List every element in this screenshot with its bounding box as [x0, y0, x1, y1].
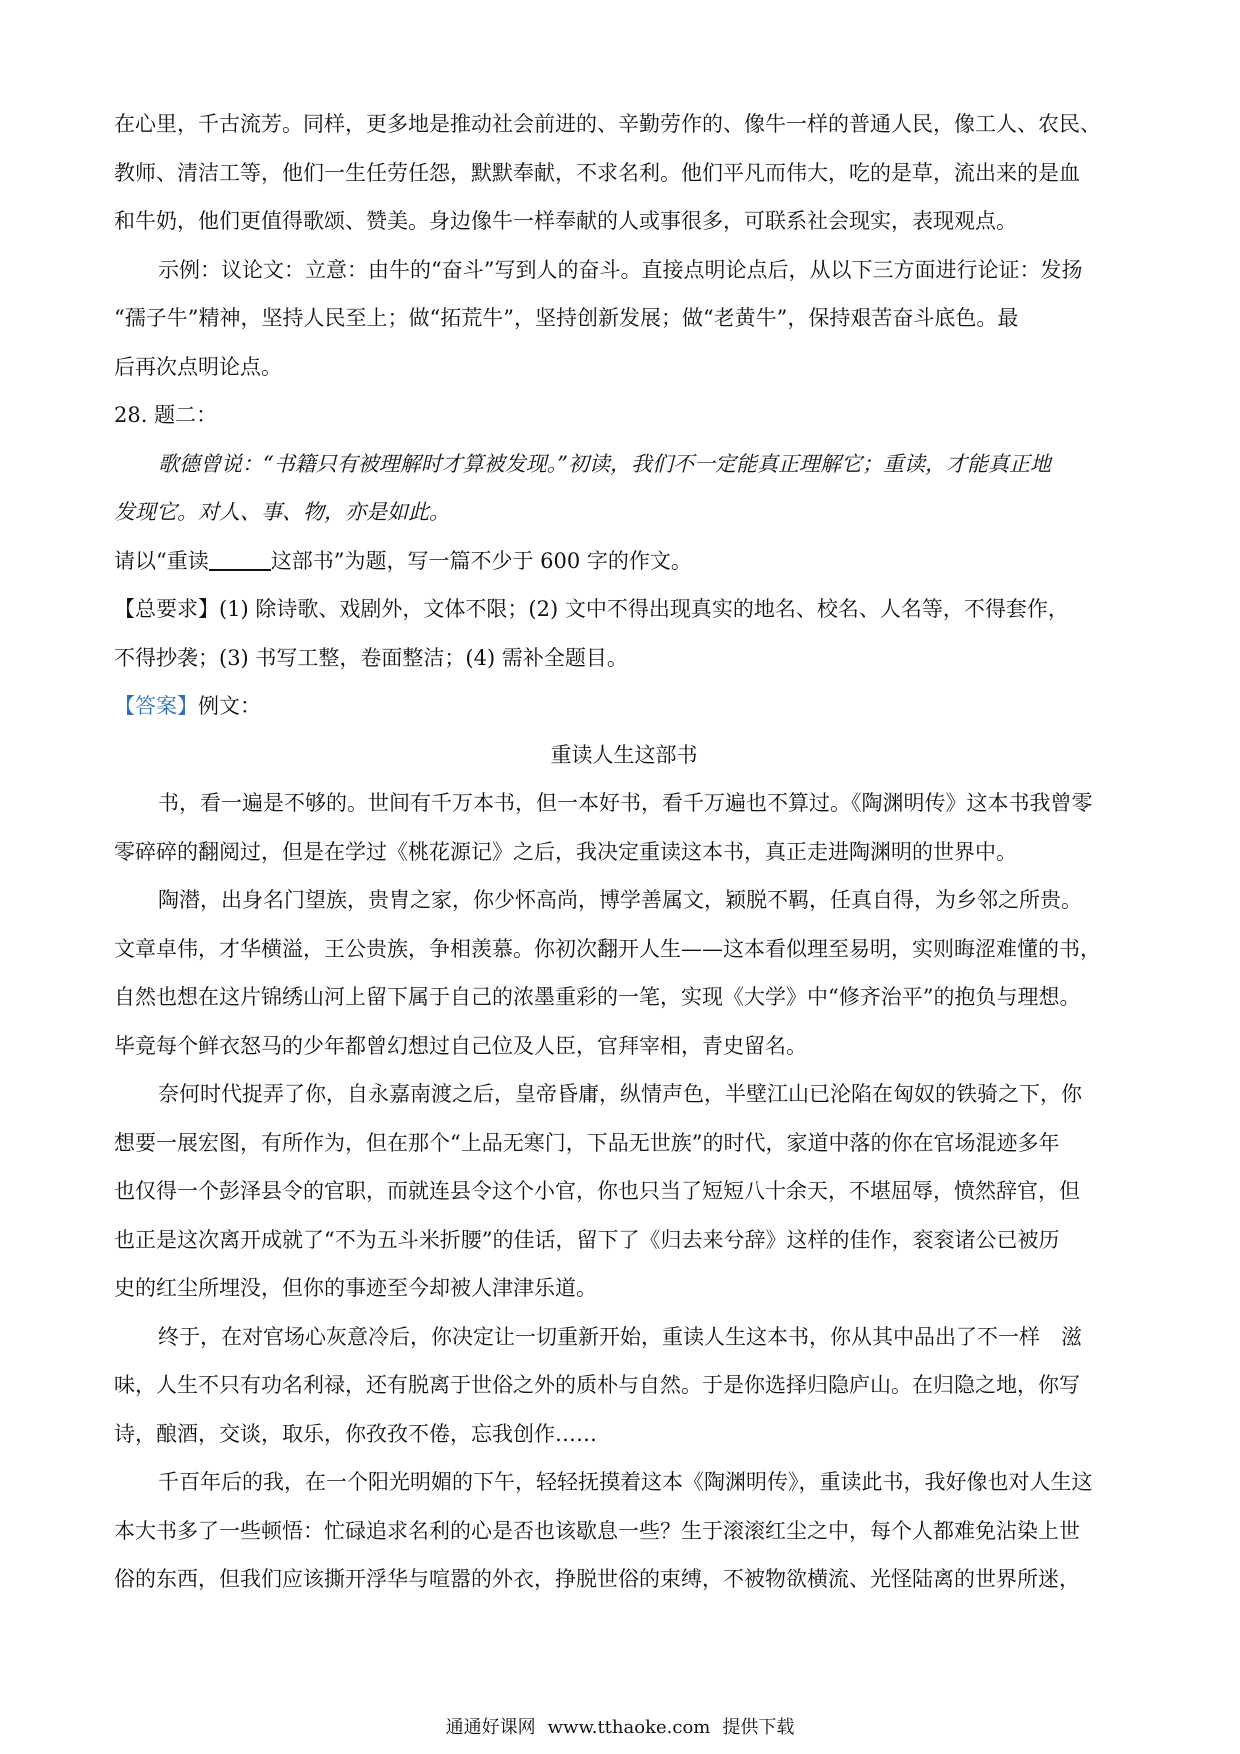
requirements-line: 【总要求】(1) 除诗歌、戏剧外，文体不限；(2) 文中不得出现真实的地名、校名、人名等，不得套作， [114, 597, 1069, 621]
paragraph-line: 在心里，千古流芳。同样，更多地是推动社会前进的、辛勤劳作的、像牛一样的普通人民，像工人、农民、 [114, 112, 1101, 136]
paragraph-line: 教师、清洁工等，他们一生任劳任怨，默默奉献，不求名利。他们平凡而伟大，吃的是草，流出来的是血 [114, 160, 1080, 185]
answer-tag: 【答案】 [114, 694, 198, 718]
page-footer [0, 1714, 1240, 1742]
answer-label: 例文： [198, 694, 261, 718]
essay-line: 书，看一遍是不够的。世间有千万本书，但一本好书，看千万遍也不算过。《陶渊明传》这本书我曾零 [158, 791, 1093, 815]
quote-line: 发现它。对人、事、物，亦是如此。 [114, 500, 450, 524]
essay-prompt [114, 537, 1134, 586]
essay-line: 毕竟每个鲜衣怒马的少年都曾幻想过自己位及人臣，官拜宰相，青史留名。 [114, 1033, 807, 1058]
essay-line: 俗的东西，但我们应该撕开浮华与喧嚣的外衣，挣脱世俗的束缚，不被物欲横流、光怪陆离的世界所迷， [114, 1567, 1080, 1591]
answer-label-line [114, 682, 1134, 731]
footer-url[interactable]: www.tthaoke.com [547, 1717, 711, 1738]
paragraph-line: 示例：议论文：立意：由牛的“奋斗”写到人的奋斗。直接点明论点后，从以下三方面进行论证：发扬 [158, 257, 1083, 282]
essay-line: 零碎碎的翻阅过，但是在学过《桃花源记》之后，我决定重读这本书，真正走进陶渊明的世界中。 [114, 839, 1017, 864]
requirements-line: 不得抄袭；(3) 书写工整，卷面整洁；(4) 需补全题目。 [114, 645, 628, 670]
essay-line: 诗，酿酒，交谈，取乐，你孜孜不倦，忘我创作…… [114, 1421, 597, 1446]
footer-note: 提供下载 [722, 1717, 795, 1738]
essay-line: 千百年后的我，在一个阳光明媚的下午，轻轻抚摸着这本《陶渊明传》，重读此书，我好像也对人生这 [158, 1470, 1093, 1494]
prompt-text-after: 这部书”为题，写一篇不少于 600 字的作文。 [270, 548, 692, 573]
paragraph-line: “孺子牛”精神，坚持人民至上；做“拓荒牛”，坚持创新发展；做“老黄牛”，保持艰苦奋斗底色。最 [114, 306, 1019, 330]
footer-site-name: 通通好课网 [445, 1717, 536, 1738]
essay-line: 奈何时代捉弄了你，自永嘉南渡之后，皇帝昏庸，纵情声色，半壁江山已沦陷在匈奴的铁骑之下，你 [158, 1082, 1082, 1106]
essay-line: 本大书多了一些顿悟：忙碌追求名利的心是否也该歇息一些？生于滚滚红尘之中，每个人都难免沾染上世 [114, 1518, 1080, 1543]
essay-line: 文章卓伟，才华横溢，王公贵族，争相羡慕。你初次翻开人生——这本看似理至易明，实则晦涩难懂的书， [114, 936, 1101, 961]
essay-line: 史的红尘所埋没，但你的事迹至今却被人津津乐道。 [114, 1276, 597, 1300]
essay-line: 也仅得一个彭泽县令的官职，而就连县令这个小官，你也只当了短短八十余天，不堪屈辱，愤然辞官，但 [114, 1179, 1080, 1203]
paragraph-line: 后再次点明论点。 [114, 354, 282, 379]
essay-line: 想要一展宏图，有所作为，但在那个“上品无寒门，下品无世族”的时代，家道中落的你在官场混迹多年 [114, 1130, 1060, 1155]
quote-line: 歌德曾说：“书籍只有被理解时才算被发现。”初读，我们不一定能真正理解它；重读，才能真正地 [158, 451, 1051, 476]
essay-line: 终于，在对官场心灰意冷后，你决定让一切重新开始，重读人生这本书，你从其中品出了不一样 滋 [158, 1324, 1082, 1349]
paragraph-line: 和牛奶，他们更值得歌颂、赞美。身边像牛一样奉献的人或事很多，可联系社会现实，表现观点。 [114, 209, 1017, 233]
essay-title: 重读人生这部书 [550, 742, 698, 767]
essay-line: 自然也想在这片锦绣山河上留下属于自己的浓墨重彩的一笔，实现《大学》中“修齐治平”的抱负与理想。 [114, 985, 1081, 1009]
title-blank [209, 547, 271, 571]
document-body [114, 100, 1134, 1604]
prompt-text-before: 请以“重读 [114, 548, 209, 573]
question-heading: 28. 题二： [114, 403, 218, 427]
essay-line: 也正是这次离开成就了“不为五斗米折腰”的佳话，留下了《归去来兮辞》这样的佳作，衮衮诸公已被历 [114, 1227, 1060, 1252]
essay-line: 陶潜，出身名门望族，贵胄之家，你少怀高尚，博学善属文，颖脱不羁，任真自得，为乡邻之所贵。 [158, 888, 1082, 912]
essay-line: 味，人生不只有功名利禄，还有脱离于世俗之外的质朴与自然。于是你选择归隐庐山。在归隐之地，你写 [114, 1373, 1080, 1397]
